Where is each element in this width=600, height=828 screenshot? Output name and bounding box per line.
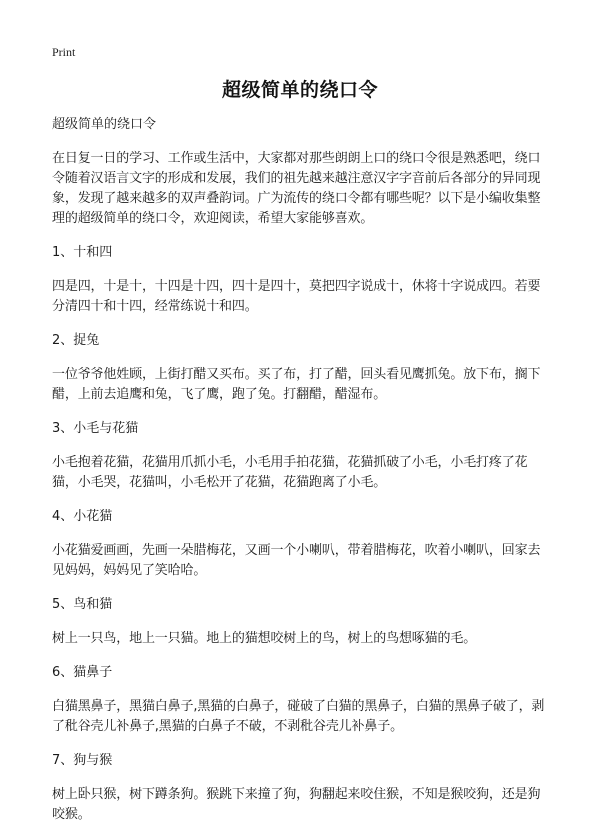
document-title: 超级简单的绕口令 [221,79,378,101]
section-5 [52,595,548,649]
section-4 [52,507,548,581]
section-heading: 2、捉兔 [52,333,100,348]
section-heading: 4、小花猫 [52,509,113,524]
section-body: 树上卧只猴，树下蹲条狗。猴跳下来撞了狗，狗翻起来咬住猴，不知是猴咬狗，还是狗咬猴。 [52,787,541,822]
section-body: 一位爷爷他姓顾，上街打醋又买布。买了布，打了醋，回头看见鹰抓兔。放下布，搁下醋，上前去追鹰和兔，飞了鹰，跑了兔。打翻醋，醋湿布。 [52,367,541,402]
section-body: 四是四，十是十，十四是十四，四十是四十，莫把四字说成十，休将十字说成四。若要分清四十和十四，经常练说十和四。 [52,279,541,314]
section-heading: 3、小毛与花猫 [52,421,139,436]
document-subtitle: 超级简单的绕口令 [52,117,157,132]
section-3 [52,419,548,493]
section-body: 小花猫爱画画，先画一朵腊梅花，又画一个小喇叭，带着腊梅花，吹着小喇叭，回家去见妈妈，妈妈见了笑哈哈。 [52,543,541,578]
section-2 [52,331,548,405]
section-6 [52,663,548,737]
section-body: 小毛抱着花猫，花猫用爪抓小毛，小毛用手拍花猫，花猫抓破了小毛，小毛打疼了花猫，小毛哭，花猫叫，小毛松开了花猫，花猫跑离了小毛。 [52,455,528,490]
intro-paragraph: 在日复一日的学习、工作或生活中，大家都对那些朗朗上口的绕口令很是熟悉吧，绕口令随着汉语言文字的形成和发展，我们的祖先越来越注意汉字字音前后各部分的异同现象，发现了越来越多的双声叠韵词。广为流传的绕口令都有哪些呢？以下是小编收集整理的超级简单的绕口令，欢迎阅读，希望大家能够喜欢。 [52,151,541,226]
section-body: 白猫黑鼻子，黑猫白鼻子,黑猫的白鼻子，碰破了白猫的黑鼻子，白猫的黑鼻子破了，剥了秕谷壳儿补鼻子,黑猫的白鼻子不破，不剥秕谷壳儿补鼻子。 [52,699,545,734]
print-link[interactable]: Print [52,45,76,59]
section-body: 树上一只鸟，地上一只猫。地上的猫想咬树上的鸟，树上的鸟想啄猫的毛。 [52,631,477,646]
section-heading: 1、十和四 [52,245,113,260]
section-heading: 5、鸟和猫 [52,597,113,612]
section-heading: 6、猫鼻子 [52,665,113,680]
section-1 [52,243,548,317]
section-7 [52,751,548,825]
section-heading: 7、狗与猴 [52,753,113,768]
